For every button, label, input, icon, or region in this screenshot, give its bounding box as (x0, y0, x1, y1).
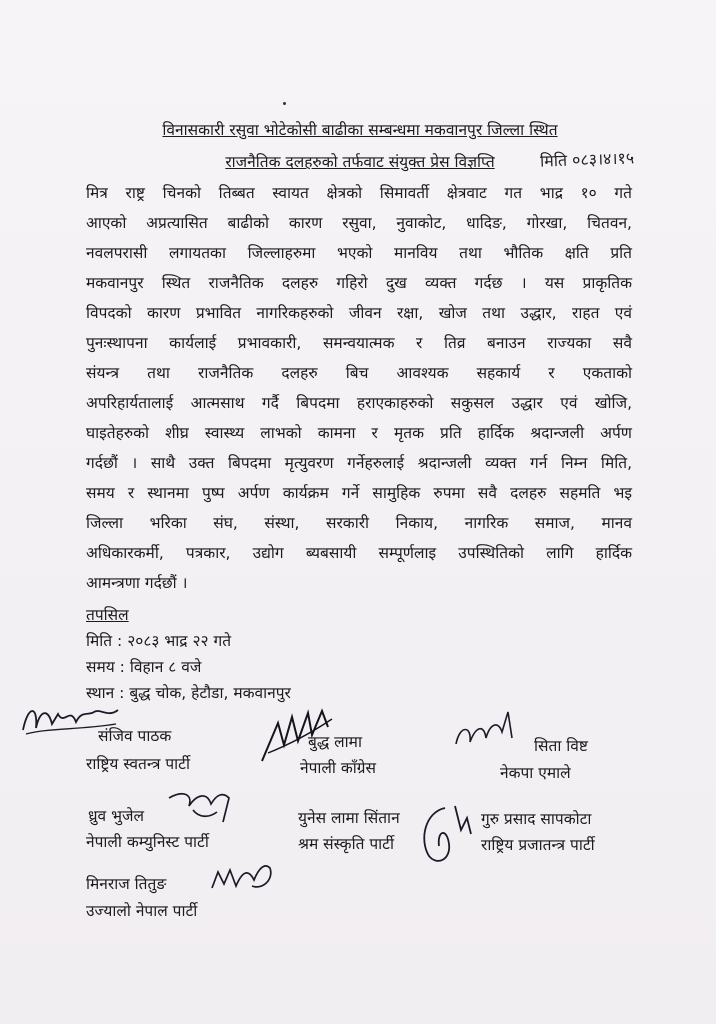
body-line: घाइतेहरुको शीघ्र स्वास्थ्य लाभको कामना र मृतक प्रति हार्दिक श्रदान्जली अर्पण (86, 424, 632, 442)
title-line-2: राजनैतिक दलहरुको तर्फवाट संयुक्त प्रेस विज्ञप्ति (225, 153, 495, 171)
handwritten-date: मिति ०८३।४।१५ (539, 148, 635, 171)
body-line: गर्दछौं । साथै उक्त बिपदमा मृत्युवरण गर्नेहरुलाई श्रदान्जली व्यक्त गर्न निम्न मिति, (86, 454, 632, 472)
body-line: आमन्त्रणा गर्दछौं । (86, 574, 188, 592)
signature-scribble-6 (208, 850, 278, 900)
title-line-1: विनासकारी रसुवा भोटेकोसी बाढीका सम्बन्धमा मकवानपुर जिल्ला स्थित (162, 121, 558, 139)
body-line: जिल्ला भरिका संघ, संस्था, सरकारी निकाय, नागरिक समाज, मानव (86, 514, 632, 532)
body-line: मकवानपुर स्थित राजनैतिक दलहरु गहिरो दुख व्यक्त गर्दछ । यस प्राकृतिक (86, 274, 632, 292)
event-time: समय : विहान ८ वजे (86, 658, 202, 676)
signatory-name: युनेस लामा सिंतान (298, 809, 400, 827)
event-place: स्थान : बुद्ध चोक, हेटौडा, मकवानपुर (86, 684, 291, 702)
signatory-party: नेपाली कम्युनिस्ट पार्टी (86, 833, 209, 851)
body-line: समय र स्थानमा पुष्प अर्पण कार्यक्रम गर्ने सामुहिक रुपमा सवै दलहरु सहमति भइ (86, 484, 632, 502)
event-date: मिति : २०८३ भाद्र २२ गते (86, 632, 232, 650)
signatory-party: राष्ट्रिय स्वतन्त्र पार्टी (86, 755, 190, 773)
body-line: संयन्त्र तथा राजनैतिक दलहरु बिच आवश्यक सहकार्य र एकताको (86, 364, 632, 382)
ink-dot (283, 102, 286, 105)
body-line: आएको अप्रत्यासित बाढीको कारण रसुवा, नुवाकोट, धादिङ, गोरखा, चितवन, (86, 214, 632, 232)
signatory-name: मिनराज तितुङ (86, 875, 167, 893)
signatory-party: राष्ट्रिय प्रजातन्त्र पार्टी (481, 836, 595, 854)
signatory-name: सिता विष्ट (534, 737, 588, 755)
signatory-name: संजिव पाठक (98, 727, 172, 745)
signature-scribble-4 (163, 788, 243, 828)
body-line: मित्र राष्ट्र चिनको तिब्बत स्वायत क्षेत्रको सिमावर्ती क्षेत्रवाट गत भाद्र १० गते (86, 184, 632, 202)
signatory-party: उज्यालो नेपाल पार्टी (86, 902, 198, 920)
signatory-name: ध्रुव भुजेल (88, 807, 144, 825)
body-line: अपरिहार्यतालाई आत्मसाथ गर्दै बिपदमा हराएकाहरुको सकुसल उद्धार एवं खोजि, (86, 394, 632, 412)
signatory-party: श्रम संस्कृति पार्टी (298, 835, 395, 853)
body-line: अधिकारकर्मी, पत्रकार, उद्योग ब्यबसायी सम्पूर्णलाइ उपस्थितिको लागि हार्दिक (86, 544, 632, 562)
body-line: विपदको कारण प्रभावित नागरिकहरुको जीवन रक्षा, खोज तथा उद्धार, राहत एवं (86, 304, 632, 322)
signature-scribble-5 (415, 800, 475, 870)
signatory-name: बुद्ध लामा (308, 733, 362, 751)
signatory-name: गुरु प्रसाद सापकोटा (481, 810, 592, 828)
signatory-party: नेकपा एमाले (500, 764, 571, 782)
signature-scribble-3 (450, 704, 520, 754)
body-line: नवलपरासी लगायतका जिल्लाहरुमा भएको मानविय तथा भौतिक क्षति प्रति (86, 244, 632, 262)
signatory-party: नेपाली काँग्रेस (300, 759, 377, 777)
body-line: पुनःस्थापना कार्यलाई प्रभावकारी, समन्वयात्मक र तिव्र बनाउन राज्यका सवै (86, 334, 632, 352)
details-heading: तपसिल (86, 606, 129, 624)
